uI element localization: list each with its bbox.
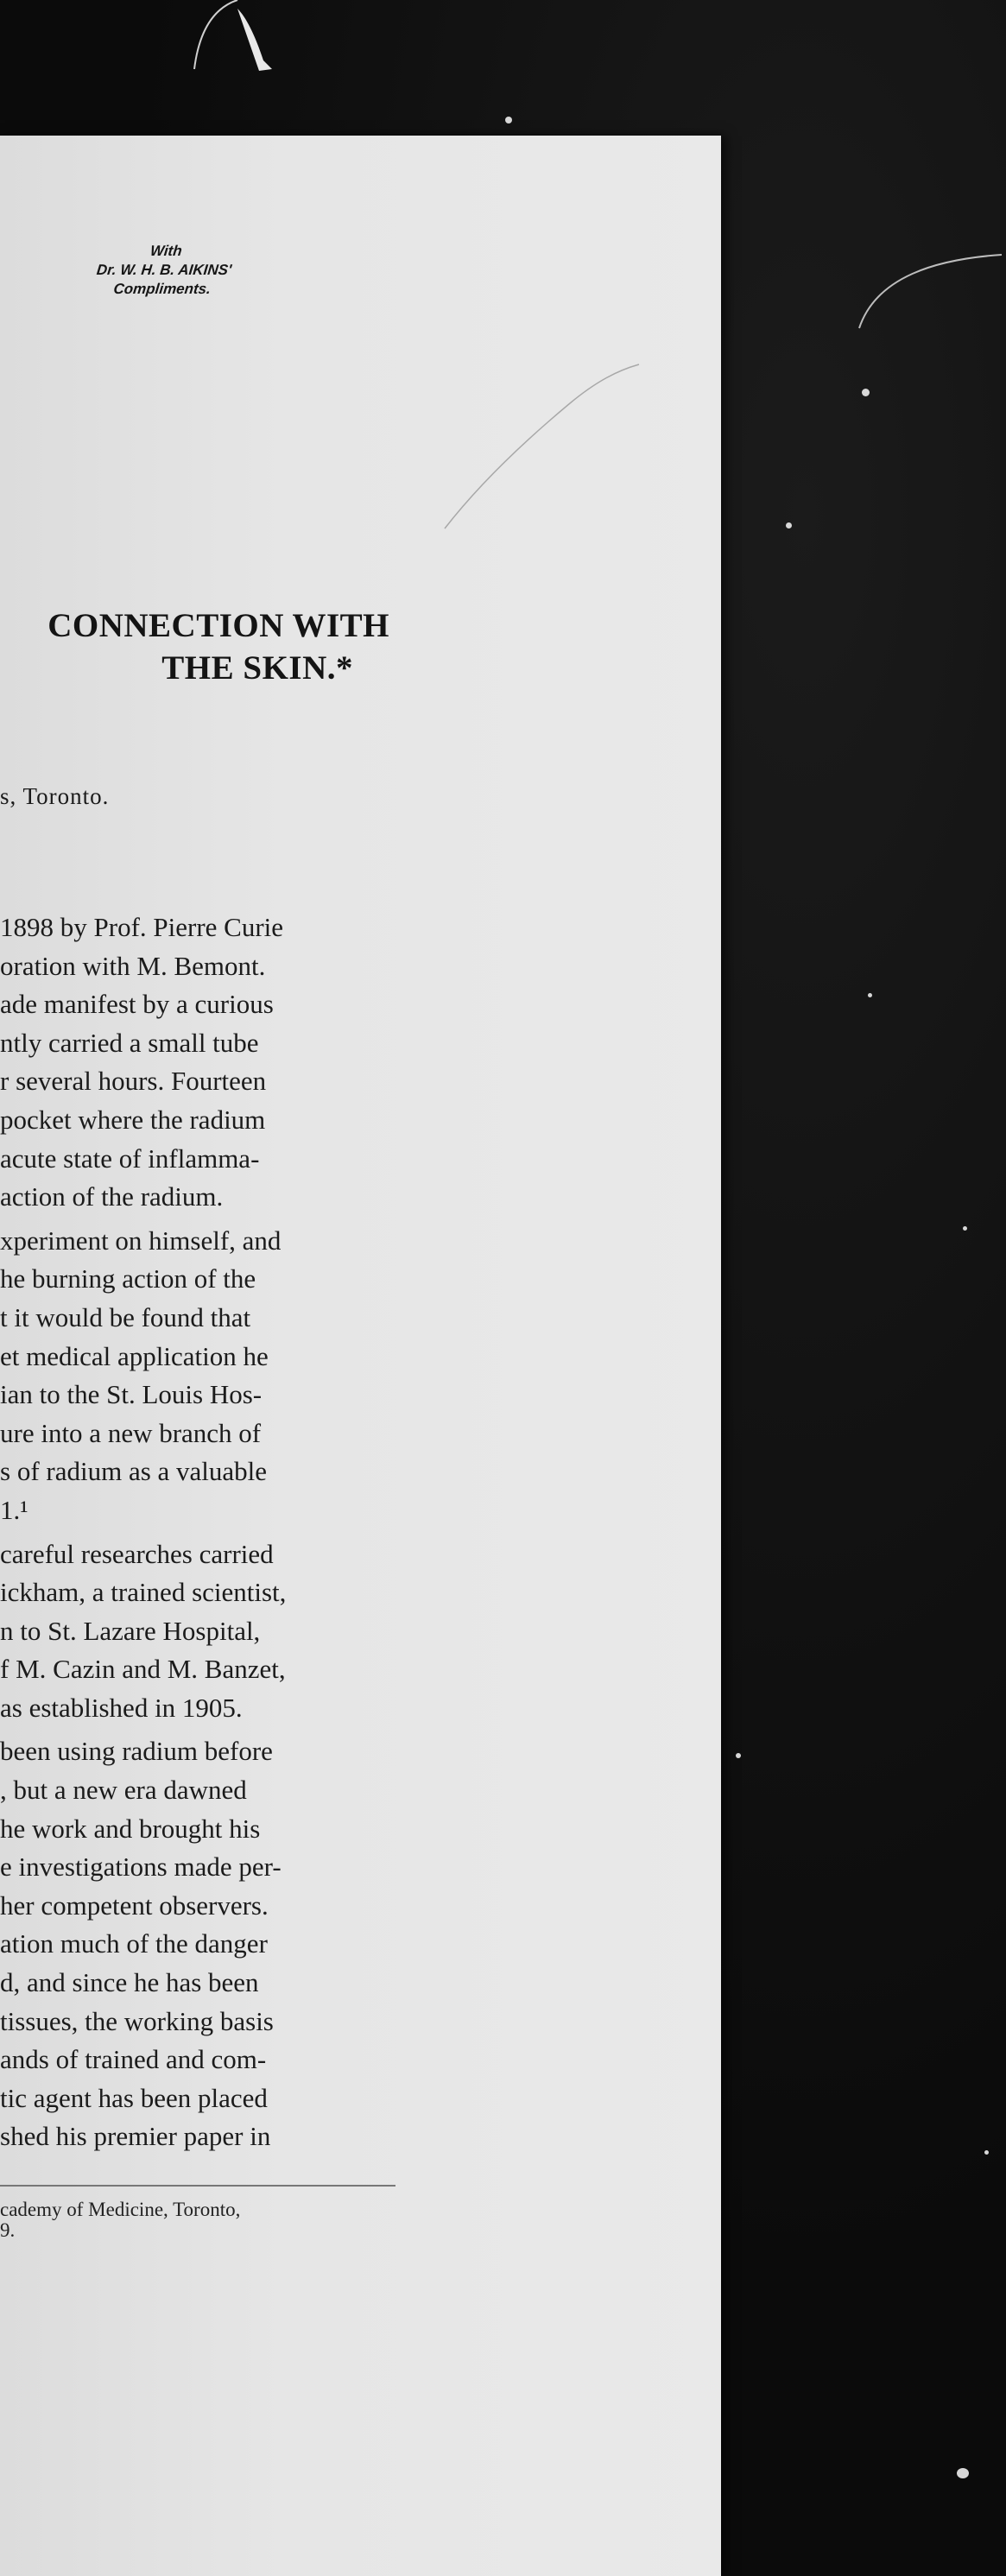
body-line: t it would be found that — [0, 1301, 251, 1332]
footnote — [0, 2199, 397, 2241]
body-line: et medical application he — [0, 1340, 269, 1371]
scan-speck — [505, 117, 512, 123]
body-line: f M. Cazin and M. Banzet, — [0, 1654, 286, 1685]
footnote-line-1: cademy of Medicine, Toronto, — [0, 2199, 241, 2220]
article-body — [0, 908, 397, 2156]
scan-speck — [862, 389, 870, 396]
body-line: careful researches carried — [0, 1538, 274, 1569]
compliments-stamp — [32, 242, 297, 299]
body-line: her competent observers. — [0, 1889, 269, 1921]
body-line: s of radium as a valuable — [0, 1456, 268, 1487]
body-line: 1.¹ — [0, 1494, 28, 1525]
stamp-line-2: Dr. W. H. B. AIKINS' — [95, 262, 233, 278]
body-line: ands of trained and com- — [0, 2044, 267, 2075]
scan-hair-top — [177, 0, 281, 78]
body-line: r several hours. Fourteen — [0, 1066, 267, 1097]
body-line: , but a new era dawned — [0, 1775, 247, 1806]
body-line: xperiment on himself, and — [0, 1225, 282, 1256]
scan-speck — [963, 1226, 967, 1231]
body-line: n to St. Lazare Hospital, — [0, 1615, 261, 1646]
scan-speck — [786, 522, 792, 528]
article-title-line-2: THE SKIN.* — [161, 649, 353, 687]
stamp-line-3: Compliments. — [112, 281, 212, 297]
scan-speck — [984, 2150, 989, 2155]
scan-speck — [736, 1753, 741, 1758]
body-line: ickham, a trained scientist, — [0, 1577, 287, 1608]
body-line: been using radium before — [0, 1736, 273, 1767]
body-line: ntly carried a small tube — [0, 1027, 259, 1058]
body-line: ian to the St. Louis Hos- — [0, 1379, 263, 1410]
body-line: 1898 by Prof. Pierre Curie — [0, 912, 284, 942]
body-line: tissues, the working basis — [0, 2005, 274, 2036]
pencil-mark — [440, 360, 648, 533]
footnote-divider — [0, 2185, 395, 2187]
document-page — [0, 136, 721, 2576]
body-line: tic agent has been placed — [0, 2082, 268, 2113]
stamp-line-1: With — [149, 243, 183, 259]
author-byline: s, Toronto. — [0, 783, 110, 809]
footnote-line-2: 9. — [0, 2219, 16, 2241]
body-line: oration with M. Bemont. — [0, 950, 266, 981]
body-line: ation much of the danger — [0, 1928, 268, 1959]
body-line: he burning action of the — [0, 1263, 256, 1294]
body-line: he work and brought his — [0, 1813, 261, 1844]
scan-speck — [957, 2468, 969, 2478]
scan-hair-right — [851, 242, 1006, 345]
body-line: ure into a new branch of — [0, 1417, 262, 1448]
body-line: acute state of inflamma- — [0, 1142, 260, 1174]
body-line: pocket where the radium — [0, 1104, 266, 1135]
body-line: shed his premier paper in — [0, 2121, 271, 2152]
body-line: ade manifest by a curious — [0, 989, 274, 1020]
body-line: d, and since he has been — [0, 1967, 259, 1998]
body-line: action of the radium. — [0, 1181, 224, 1212]
scan-speck — [868, 993, 872, 997]
body-line: e investigations made per- — [0, 1851, 282, 1883]
article-title-line-1: CONNECTION WITH — [47, 607, 389, 644]
body-line: as established in 1905. — [0, 1692, 243, 1723]
